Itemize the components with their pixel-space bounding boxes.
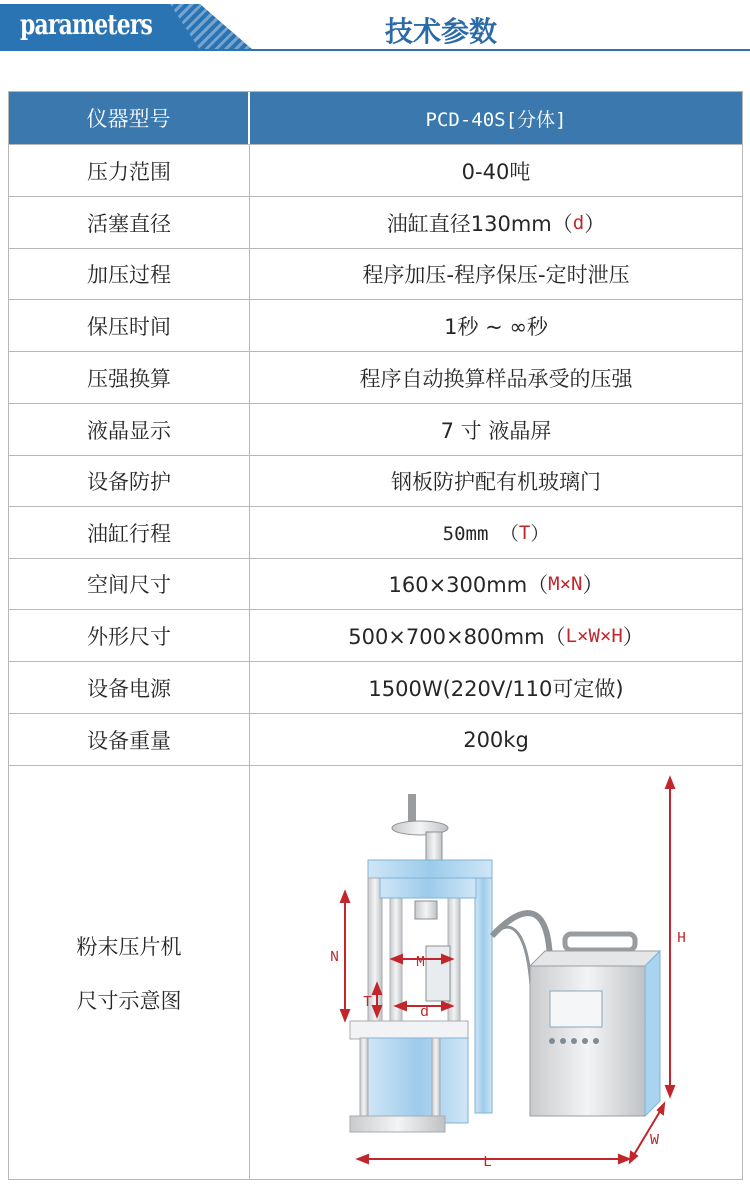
dimension-d-label: d xyxy=(420,1004,430,1021)
control-button xyxy=(593,1038,599,1044)
row-label: 加压过程 xyxy=(9,249,250,299)
ram xyxy=(415,901,437,919)
row-value xyxy=(250,507,742,558)
lcd-screen xyxy=(550,991,602,1027)
dimension-diagram xyxy=(250,766,742,1179)
arrowhead xyxy=(619,1155,629,1163)
row-label: 压力范围 xyxy=(9,145,250,196)
row-value: 1500W(220V/110可定做) xyxy=(368,676,624,701)
hydraulic-cylinder xyxy=(368,1038,468,1123)
value-text: ） xyxy=(582,573,604,597)
upper-plate xyxy=(380,878,476,898)
dimension-code: L×W×H xyxy=(565,624,623,647)
arrowhead xyxy=(666,778,674,788)
press-illustration xyxy=(250,766,742,1179)
value-text: 160×300mm（ xyxy=(388,573,549,597)
dimension-code: M×N xyxy=(548,573,583,595)
row-label: 液晶显示 xyxy=(9,404,250,455)
table-row xyxy=(9,145,742,197)
row-label: 设备重量 xyxy=(9,714,250,765)
dimension-m-label: M xyxy=(416,954,426,971)
column-right xyxy=(475,878,492,1113)
mould xyxy=(426,946,450,1001)
table-row xyxy=(9,249,742,300)
arrowhead xyxy=(358,1155,368,1163)
value-text: 油缸直径130mm（ xyxy=(386,211,573,236)
arrowhead xyxy=(630,1152,637,1162)
model-value: PCD-40S[分体] xyxy=(425,108,567,131)
arrowhead xyxy=(341,1010,349,1020)
row-label: 设备电源 xyxy=(9,662,250,713)
value-text: 500×700×800mm（ xyxy=(348,624,566,649)
row-label: 空间尺寸 xyxy=(9,559,250,609)
row-value: 钢板防护配有机玻璃门 xyxy=(391,470,601,494)
dimension-w-label: W xyxy=(650,1132,660,1149)
arrowhead xyxy=(666,1086,674,1096)
control-button xyxy=(549,1038,555,1044)
diagram-caption xyxy=(9,766,250,1179)
page-header xyxy=(0,0,750,60)
box-side xyxy=(645,951,660,1116)
dimension-n-label: N xyxy=(330,949,340,966)
box-top xyxy=(530,951,660,966)
table-row xyxy=(9,352,742,404)
leg-right xyxy=(432,1038,440,1118)
control-button xyxy=(582,1038,588,1044)
row-value xyxy=(250,610,742,661)
dimension-code: d xyxy=(572,211,585,234)
screw xyxy=(426,832,442,864)
row-value: 程序自动换算样品承受的压强 xyxy=(359,366,633,391)
model-label: 仪器型号 xyxy=(9,92,250,144)
table-row xyxy=(9,714,742,766)
handwheel-shaft xyxy=(408,794,416,824)
table-row xyxy=(9,507,742,559)
table-row xyxy=(9,197,742,249)
row-label: 外形尺寸 xyxy=(9,610,250,661)
row-value: 7 寸 液晶屏 xyxy=(440,418,552,443)
table-row xyxy=(9,610,742,662)
control-button xyxy=(571,1038,577,1044)
row-label: 活塞直径 xyxy=(9,197,250,248)
table-row xyxy=(9,456,742,507)
dimension-t-label: T xyxy=(363,994,373,1011)
base-plate xyxy=(350,1021,468,1039)
row-value xyxy=(250,559,742,609)
table-row xyxy=(9,404,742,456)
table-row xyxy=(9,300,742,352)
row-value: 200kg xyxy=(463,727,529,752)
foot xyxy=(350,1116,445,1132)
row-label: 油缸行程 xyxy=(9,507,250,558)
caption-line-1: 粉末压片机 xyxy=(76,934,182,959)
dimension-l-label: L xyxy=(483,1154,493,1171)
frame-top xyxy=(368,860,492,878)
value-text: ） xyxy=(584,211,606,236)
table-header-row xyxy=(9,92,742,145)
row-value xyxy=(250,197,742,248)
row-label: 设备防护 xyxy=(9,456,250,506)
table-row xyxy=(9,662,742,714)
hose-2 xyxy=(492,927,532,1006)
header-title-cn: 技术参数 xyxy=(385,15,498,48)
row-value: 程序加压-程序保压-定时泄压 xyxy=(362,263,630,287)
row-value: 1秒 ~ ∞秒 xyxy=(444,314,548,339)
row-label: 压强换算 xyxy=(9,352,250,403)
leg-left xyxy=(360,1038,368,1118)
table-row xyxy=(9,559,742,610)
row-value: 0-40吨 xyxy=(461,159,531,184)
header-title-en: parameters xyxy=(20,8,153,41)
arrowhead xyxy=(341,892,349,902)
dimension-code: T xyxy=(518,521,531,544)
caption-line-2: 尺寸示意图 xyxy=(76,988,182,1013)
value-text: 50mm （ xyxy=(442,523,519,545)
row-label: 保压时间 xyxy=(9,300,250,351)
spec-table xyxy=(8,91,743,1180)
value-text: ） xyxy=(622,624,644,649)
header-underline xyxy=(0,49,750,51)
diagram-row xyxy=(9,766,742,1179)
control-box xyxy=(530,934,660,1116)
dimension-h-label: H xyxy=(677,930,687,947)
value-text: ） xyxy=(530,523,550,545)
box-handle xyxy=(565,934,635,950)
control-button xyxy=(560,1038,566,1044)
